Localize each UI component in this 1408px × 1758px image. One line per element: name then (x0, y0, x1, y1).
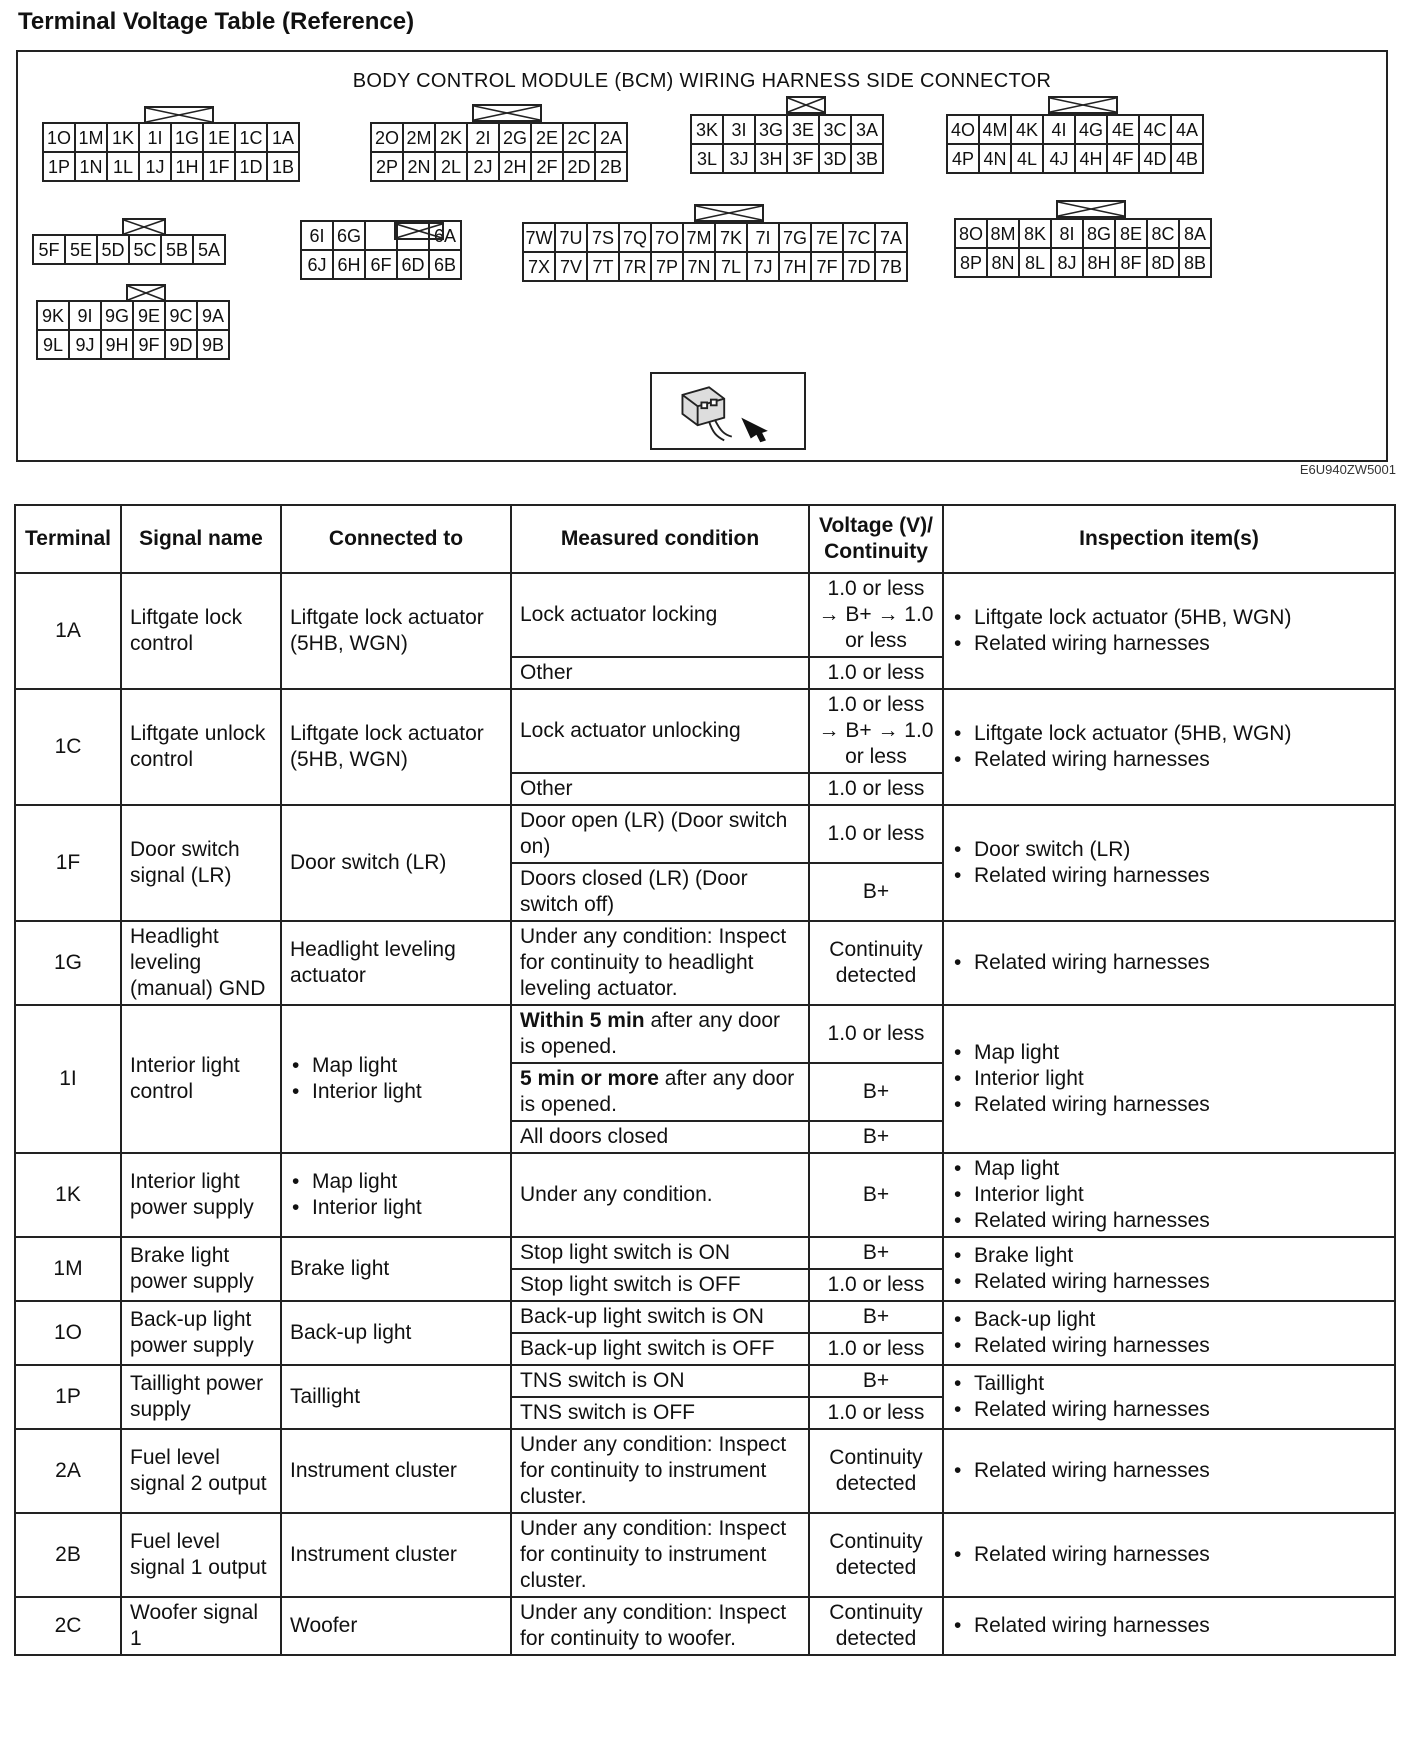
voltage-cell: Continuity detected (809, 1597, 943, 1655)
table-row (15, 573, 1395, 657)
connector-9 (36, 300, 230, 360)
connector-6-key (394, 222, 444, 240)
connector-pin: 7M (683, 223, 715, 252)
list-item: • Related wiring harnesses (974, 1397, 1386, 1423)
connector-5 (32, 234, 226, 265)
col-signal-name: Signal name (121, 505, 281, 573)
connector-pin: 5B (161, 235, 193, 264)
voltage-cell: 1.0 or less → B+ → 1.0 or less (809, 689, 943, 773)
connector-pin: 6J (301, 250, 333, 279)
connector-pin: 3F (787, 144, 819, 173)
connector-pin: 7P (651, 252, 683, 281)
page-title: Terminal Voltage Table (Reference) (18, 8, 415, 35)
voltage-cell: B+ (809, 1121, 943, 1153)
voltage-cell: B+ (809, 863, 943, 921)
condition-cell: TNS switch is OFF (511, 1397, 809, 1429)
connector-pin: 6B (429, 250, 461, 279)
voltage-cell: Continuity detected (809, 921, 943, 1005)
diagram-caption: BODY CONTROL MODULE (BCM) WIRING HARNESS SIDE CONNECTOR (352, 70, 1052, 92)
connector-pin: 9L (37, 330, 69, 359)
connector-pin: 4K (1011, 115, 1043, 144)
condition-cell: Lock actuator unlocking (511, 689, 809, 773)
connector-pin: 7C (843, 223, 875, 252)
connector-pin: 1D (235, 152, 267, 181)
connected-cell: Woofer (281, 1597, 511, 1655)
inspection-cell (943, 1005, 1395, 1153)
col-measured-condition: Measured condition (511, 505, 809, 573)
connector-pin: 7H (779, 252, 811, 281)
connector-pin: 1J (139, 152, 171, 181)
terminal-cell: 1K (15, 1153, 121, 1237)
connector-pin: 5E (65, 235, 97, 264)
connector-8-key (1056, 200, 1126, 218)
connector-pin: 7W (523, 223, 555, 252)
voltage-cell: 1.0 or less (809, 1269, 943, 1301)
connector-pin: 1M (75, 123, 107, 152)
condition-cell: TNS switch is ON (511, 1365, 809, 1397)
voltage-cell: B+ (809, 1237, 943, 1269)
connector-pin: 1K (107, 123, 139, 152)
connector-pin: 4M (979, 115, 1011, 144)
connector-pin: 8K (1019, 219, 1051, 248)
connector-pin: 1A (267, 123, 299, 152)
connector-pin: 1L (107, 152, 139, 181)
connector-pin: 4P (947, 144, 979, 173)
connector-pin: 7B (875, 252, 907, 281)
terminal-cell: 1F (15, 805, 121, 921)
connector-pin: 8I (1051, 219, 1083, 248)
signal-cell: Woofer signal 1 (121, 1597, 281, 1655)
connector-pin: 3A (851, 115, 883, 144)
table-row (15, 1597, 1395, 1655)
inspection-cell (943, 1365, 1395, 1429)
connector-pin: 9J (69, 330, 101, 359)
connector-pin: 4C (1139, 115, 1171, 144)
connector-pin: 9G (101, 301, 133, 330)
voltage-cell: Continuity detected (809, 1429, 943, 1513)
condition-rest: after any door is opened. (520, 1067, 795, 1116)
connector-pin: 3G (755, 115, 787, 144)
connector-3-key (786, 96, 826, 114)
list-item: • Door switch (LR) (974, 837, 1386, 863)
connector-pin: 1B (267, 152, 299, 181)
connector-pin: 7T (587, 252, 619, 281)
terminal-cell: 1M (15, 1237, 121, 1301)
connector-pin: 6F (365, 250, 397, 279)
connector-pin: 2F (531, 152, 563, 181)
connector-view-icon (650, 372, 806, 450)
col-connected-to: Connected to (281, 505, 511, 573)
terminal-voltage-table (14, 504, 1396, 1656)
connector-pin: 3E (787, 115, 819, 144)
connector-pin: 8P (955, 248, 987, 277)
connector-diagram (16, 50, 1388, 462)
connected-cell: Taillight (281, 1365, 511, 1429)
terminal-cell: 2A (15, 1429, 121, 1513)
condition-emphasis: 5 min or more (520, 1067, 659, 1090)
terminal-cell: 1P (15, 1365, 121, 1429)
list-item: • Map light (312, 1169, 502, 1195)
condition-cell: Stop light switch is ON (511, 1237, 809, 1269)
connector-pin: 1N (75, 152, 107, 181)
condition-cell: Under any condition. (511, 1153, 809, 1237)
inspection-cell (943, 1237, 1395, 1301)
condition-cell: Under any condition: Inspect for continuity to headlight leveling actuator. (511, 921, 809, 1005)
connector-pin: 2P (371, 152, 403, 181)
terminal-cell: 1I (15, 1005, 121, 1153)
connector-pin: 6D (397, 250, 429, 279)
signal-cell: Door switch signal (LR) (121, 805, 281, 921)
connector-pin: 9A (197, 301, 229, 330)
connector-pin: 2D (563, 152, 595, 181)
condition-cell: Back-up light switch is OFF (511, 1333, 809, 1365)
connector-pin: 2L (435, 152, 467, 181)
connector-4-key (1048, 96, 1118, 114)
connector-pin: 7V (555, 252, 587, 281)
connector-pin: 1I (139, 123, 171, 152)
inspection-cell (943, 689, 1395, 805)
voltage-cell: 1.0 or less (809, 805, 943, 863)
terminal-cell: 1O (15, 1301, 121, 1365)
signal-cell: Headlight leveling (manual) GND (121, 921, 281, 1005)
connected-cell: Brake light (281, 1237, 511, 1301)
table-row (15, 1513, 1395, 1597)
connector-pin: 7L (715, 252, 747, 281)
connector-5-key (122, 218, 166, 236)
condition-cell: Door open (LR) (Door switch on) (511, 805, 809, 863)
connector-pin: 1G (171, 123, 203, 152)
inspection-cell (943, 1429, 1395, 1513)
terminal-cell: 1G (15, 921, 121, 1005)
connector-9-key (126, 284, 166, 302)
connector-pin: 8C (1147, 219, 1179, 248)
inspection-cell (943, 805, 1395, 921)
connector-pin: 8A (1179, 219, 1211, 248)
condition-cell: Other (511, 657, 809, 689)
connector-pin: 4H (1075, 144, 1107, 173)
connector-pin: 5F (33, 235, 65, 264)
connector-pin: 1E (203, 123, 235, 152)
connector-pin: 9I (69, 301, 101, 330)
condition-cell: Other (511, 773, 809, 805)
connector-pin: 3C (819, 115, 851, 144)
list-item: • Back-up light (974, 1307, 1386, 1333)
connector-pin: 7K (715, 223, 747, 252)
connector-pin: 9B (197, 330, 229, 359)
inspection-cell (943, 921, 1395, 1005)
connector-pin: 4N (979, 144, 1011, 173)
list-item: • Map light (312, 1053, 502, 1079)
condition-cell: All doors closed (511, 1121, 809, 1153)
connector-pin: 7J (747, 252, 779, 281)
list-item: • Related wiring harnesses (974, 631, 1386, 657)
connector-pin: 2I (467, 123, 499, 152)
signal-cell: Fuel level signal 2 output (121, 1429, 281, 1513)
condition-cell: Under any condition: Inspect for continuity to instrument cluster. (511, 1513, 809, 1597)
connector-pin: 8E (1115, 219, 1147, 248)
voltage-cell: B+ (809, 1365, 943, 1397)
connector-pin: 7X (523, 252, 555, 281)
connector-pin: 8J (1051, 248, 1083, 277)
condition-emphasis: Within 5 min (520, 1009, 645, 1032)
connector-pin: 1O (43, 123, 75, 152)
connector-pin: 4J (1043, 144, 1075, 173)
voltage-cell: 1.0 or less (809, 1397, 943, 1429)
voltage-cell: B+ (809, 1153, 943, 1237)
connector-pin: 4D (1139, 144, 1171, 173)
inspection-cell (943, 1513, 1395, 1597)
voltage-cell: 1.0 or less (809, 1005, 943, 1063)
connector-pin: 7A (875, 223, 907, 252)
list-item: • Interior light (974, 1182, 1386, 1208)
connector-pin: 8N (987, 248, 1019, 277)
signal-cell: Back-up light power supply (121, 1301, 281, 1365)
connector-pin: 7U (555, 223, 587, 252)
col-voltage-continuity: Voltage (V)/ Continuity (809, 505, 943, 573)
connector-pin: 9H (101, 330, 133, 359)
signal-cell: Taillight power supply (121, 1365, 281, 1429)
list-item: • Taillight (974, 1371, 1386, 1397)
connector-pin: 9D (165, 330, 197, 359)
table-row (15, 1429, 1395, 1513)
condition-cell (511, 1063, 809, 1121)
table-row (15, 1153, 1395, 1237)
connector-pin: 8F (1115, 248, 1147, 277)
connector-pin: 7Q (619, 223, 651, 252)
connector-pin: 4O (947, 115, 979, 144)
signal-cell: Liftgate unlock control (121, 689, 281, 805)
list-item: • Related wiring harnesses (974, 1613, 1386, 1639)
connected-cell: Back-up light (281, 1301, 511, 1365)
connector-pin: 9F (133, 330, 165, 359)
connector-pin: 8B (1179, 248, 1211, 277)
connector-1-key (144, 106, 214, 124)
connector-pin: 8D (1147, 248, 1179, 277)
list-item: • Related wiring harnesses (974, 1458, 1386, 1484)
connector-pin: 3I (723, 115, 755, 144)
connector-pin: 3B (851, 144, 883, 173)
connector-pin: 4F (1107, 144, 1139, 173)
connector-pin: 9K (37, 301, 69, 330)
signal-cell: Fuel level signal 1 output (121, 1513, 281, 1597)
connector-pin (365, 221, 397, 250)
connector-pin: 4B (1171, 144, 1203, 173)
list-item: • Interior light (312, 1079, 502, 1105)
condition-cell: Doors closed (LR) (Door switch off) (511, 863, 809, 921)
connector-pin: 2K (435, 123, 467, 152)
connector-pin: 7R (619, 252, 651, 281)
connector-pin: 7D (843, 252, 875, 281)
connector-pin: 7F (811, 252, 843, 281)
voltage-cell: 1.0 or less (809, 1333, 943, 1365)
connector-pin: 3H (755, 144, 787, 173)
table-row (15, 1301, 1395, 1333)
connector-pin: 2C (563, 123, 595, 152)
signal-cell: Interior light power supply (121, 1153, 281, 1237)
list-item: • Map light (974, 1040, 1386, 1066)
list-item: • Related wiring harnesses (974, 950, 1386, 976)
inspection-cell (943, 573, 1395, 689)
terminal-cell: 2C (15, 1597, 121, 1655)
connector-pin: 5D (97, 235, 129, 264)
condition-cell: Stop light switch is OFF (511, 1269, 809, 1301)
list-item: • Liftgate lock actuator (5HB, WGN) (974, 721, 1386, 747)
list-item: • Map light (974, 1156, 1386, 1182)
inspection-cell (943, 1301, 1395, 1365)
connector-pin: 4E (1107, 115, 1139, 144)
connector-pin: 7N (683, 252, 715, 281)
signal-cell: Brake light power supply (121, 1237, 281, 1301)
list-item: • Interior light (974, 1066, 1386, 1092)
connected-cell: Headlight leveling actuator (281, 921, 511, 1005)
connector-pin: 5C (129, 235, 161, 264)
connector-pin: 9E (133, 301, 165, 330)
connector-pin: 4L (1011, 144, 1043, 173)
list-item: • Related wiring harnesses (974, 747, 1386, 773)
connector-pin: 1H (171, 152, 203, 181)
connector-pin: 6G (333, 221, 365, 250)
condition-cell: Under any condition: Inspect for continuity to instrument cluster. (511, 1429, 809, 1513)
figure-code: E6U940ZW5001 (1299, 462, 1396, 477)
table-row (15, 805, 1395, 863)
col-terminal: Terminal (15, 505, 121, 573)
connector-pin: 6H (333, 250, 365, 279)
connector-pin: 8M (987, 219, 1019, 248)
connector-pin: 8G (1083, 219, 1115, 248)
terminal-cell: 1A (15, 573, 121, 689)
voltage-cell: B+ (809, 1063, 943, 1121)
table-row (15, 1237, 1395, 1269)
list-item: • Related wiring harnesses (974, 1542, 1386, 1568)
connector-pin: 8O (955, 219, 987, 248)
table-header-row (15, 505, 1395, 573)
table-row (15, 1365, 1395, 1397)
connector-4 (946, 114, 1204, 174)
connector-pin: 2N (403, 152, 435, 181)
list-item: • Interior light (312, 1195, 502, 1221)
connector-pin: 2J (467, 152, 499, 181)
connector-pin: 4G (1075, 115, 1107, 144)
condition-cell: Back-up light switch is ON (511, 1301, 809, 1333)
connector-pin: 2B (595, 152, 627, 181)
table-row (15, 921, 1395, 1005)
connector-pin: 1C (235, 123, 267, 152)
signal-cell: Liftgate lock control (121, 573, 281, 689)
connected-cell: Door switch (LR) (281, 805, 511, 921)
connector-pin: 2A (595, 123, 627, 152)
terminal-cell: 1C (15, 689, 121, 805)
connector-pin: 5A (193, 235, 225, 264)
connector-pin: 6I (301, 221, 333, 250)
connected-cell: Instrument cluster (281, 1513, 511, 1597)
list-item: • Related wiring harnesses (974, 1092, 1386, 1118)
list-item: • Liftgate lock actuator (5HB, WGN) (974, 605, 1386, 631)
connector-7 (522, 222, 908, 282)
connector-pin: 9C (165, 301, 197, 330)
voltage-cell: 1.0 or less → B+ → 1.0 or less (809, 573, 943, 657)
connector-pin: 8L (1019, 248, 1051, 277)
connected-cell: Liftgate lock actuator (5HB, WGN) (281, 573, 511, 689)
connector-pin: 7I (747, 223, 779, 252)
connector-pin: 6A (429, 221, 461, 250)
connector-3 (690, 114, 884, 174)
connected-cell: Liftgate lock actuator (5HB, WGN) (281, 689, 511, 805)
connector-pin: 3D (819, 144, 851, 173)
signal-cell: Interior light control (121, 1005, 281, 1153)
connector-pin: 1P (43, 152, 75, 181)
connector-pin: 2H (499, 152, 531, 181)
connector-pin: 3J (723, 144, 755, 173)
terminal-cell: 2B (15, 1513, 121, 1597)
connector-pin: 1F (203, 152, 235, 181)
connected-cell: Instrument cluster (281, 1429, 511, 1513)
connector-pin: 2M (403, 123, 435, 152)
condition-cell: Lock actuator locking (511, 573, 809, 657)
col-inspection-items: Inspection item(s) (943, 505, 1395, 573)
connector-pin: 2O (371, 123, 403, 152)
voltage-cell: B+ (809, 1301, 943, 1333)
condition-rest: after any door is opened. (520, 1009, 781, 1058)
connector-pin: 2E (531, 123, 563, 152)
connected-cell (281, 1005, 511, 1153)
voltage-cell: 1.0 or less (809, 773, 943, 805)
condition-cell (511, 1005, 809, 1063)
connector-pin: 7G (779, 223, 811, 252)
connector-pin: 4I (1043, 115, 1075, 144)
table-row (15, 1005, 1395, 1063)
connector-1 (42, 122, 300, 182)
list-item: • Related wiring harnesses (974, 1333, 1386, 1359)
connected-cell (281, 1153, 511, 1237)
connector-pin: 7E (811, 223, 843, 252)
connector-pin: 8H (1083, 248, 1115, 277)
connector-pin: 7S (587, 223, 619, 252)
connector-pin: 3K (691, 115, 723, 144)
connector-2-key (472, 104, 542, 122)
table-row (15, 689, 1395, 773)
list-item: • Related wiring harnesses (974, 863, 1386, 889)
connector-2 (370, 122, 628, 182)
connector-pin: 3L (691, 144, 723, 173)
inspection-cell (943, 1597, 1395, 1655)
connector-pin: 7O (651, 223, 683, 252)
condition-cell: Under any condition: Inspect for continuity to woofer. (511, 1597, 809, 1655)
connector-pin: 2G (499, 123, 531, 152)
voltage-cell: 1.0 or less (809, 657, 943, 689)
list-item: • Related wiring harnesses (974, 1269, 1386, 1295)
list-item: • Related wiring harnesses (974, 1208, 1386, 1234)
connector-pin: 4A (1171, 115, 1203, 144)
voltage-cell: Continuity detected (809, 1513, 943, 1597)
inspection-cell (943, 1153, 1395, 1237)
connector-8 (954, 218, 1212, 278)
connector-7-key (694, 204, 764, 222)
list-item: • Brake light (974, 1243, 1386, 1269)
